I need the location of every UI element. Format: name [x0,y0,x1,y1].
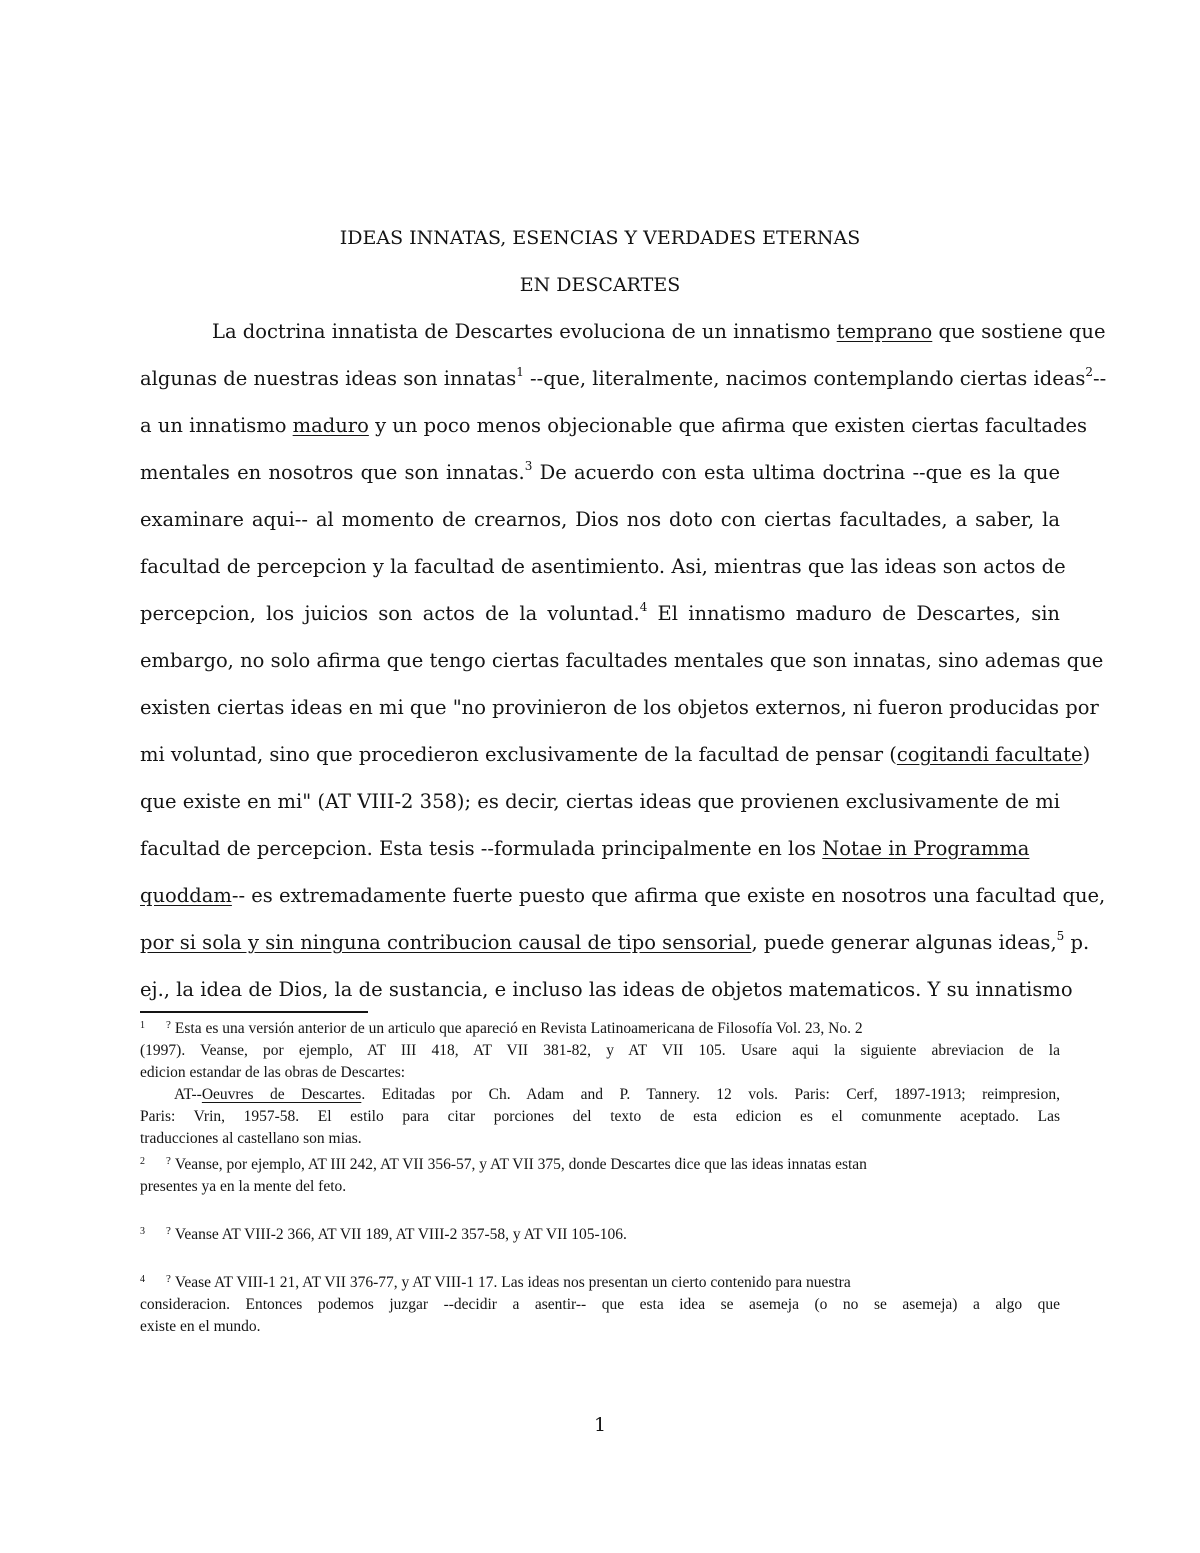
footnote-ref-1[interactable]: 1 [516,364,524,379]
body-line: La doctrina innatista de Descartes evoluciona de un innatismo temprano que sostiene que [212,320,1106,343]
body-line: algunas de nuestras ideas son innatas$^1$ --que, literalmente, nacimos contemplando ciertas ideas$^2$-- [140,364,1107,390]
footnote-4: 4 ? Vease AT VIII-1 21, AT VII 376-77, y AT VIII-1 17. Las ideas nos presentan un cierto contenido para nuestra consideracion. Entonces podemos juzgar --decidir a asentir-- que esta idea se asemeja (o no se asemeja) a algo que existe en el mundo. [140,1272,1060,1338]
body-paragraph [140,308,1107,1013]
underlined-term: maduro [292,414,369,437]
body-line: ej., la idea de Dios, la de sustancia, e incluso las ideas de objetos matematicos. Y su innatismo [140,978,1073,1001]
underlined-term: Oeuvres de Descartes [201,1086,362,1103]
footnote-mark: 3 [140,1226,145,1237]
underlined-term: cogitandi facultate [896,743,1083,766]
underlined-term: Notae in Programma [822,837,1030,860]
body-line: que existe en mi" (AT VIII-2 358); es decir, ciertas ideas que provienen exclusivamente de mi [140,790,1060,813]
body-line: por si sola y sin ninguna contribucion causal de tipo sensorial, puede generar algunas ideas,$^5$ p. [140,928,1090,954]
body-line: quoddam-- es extremadamente fuerte puesto que afirma que existe en nosotros una facultad que, [140,884,1106,907]
body-line: examinare aqui-- al momento de crearnos, Dios nos doto con ciertas facultades, a saber, la [140,508,1060,531]
footnote-3: 3 ? Veanse AT VIII-2 366, AT VII 189, AT VIII-2 357-58, y AT VII 105-106. [140,1224,1060,1246]
footnote-ref-5[interactable]: 5 [1056,928,1065,943]
underlined-term: por si sola y sin ninguna contribucion causal de tipo sensorial [140,931,752,954]
footnote-separator [140,1011,368,1013]
footnote-1: 1 ? Esta es una versión anterior de un articulo que apareció en Revista Latinoamericana de Filosofía Vol. 23, No. 2 (1997). Veanse, por ejemplo, AT III 418, AT VII 381-82, y AT VII 105. Usare aqui la siguiente abreviacion de la edicion estandar de las obras de Descartes: AT--Oeuvres de Descartes. Editadas por Ch. Adam and P. Tannery. 12 vols. Paris: Cerf, 1897-1913; reimpresion, Paris: Vrin, 1957-58. El estilo para citar porciones del texto de esta edicion es el comunmente aceptado. Las traducciones al castellano son mias. [140,1018,1060,1150]
underlined-term: quoddam [140,884,232,907]
body-line: mi voluntad, sino que procedieron exclusivamente de la facultad de pensar (cogitandi facultate) [140,743,1091,766]
body-line: existen ciertas ideas en mi que "no provinieron de los objetos externos, ni fueron producidas por [140,696,1099,719]
title-line-2: EN DESCARTES [519,274,681,296]
body-line: mentales en nosotros que son innatas.$^3$ De acuerdo con esta ultima doctrina --que es la que [140,458,1060,484]
footnote-mark: 2 [140,1156,145,1167]
page-number: 1 [593,1414,607,1436]
footnote-ref-2[interactable]: 2 [1085,364,1094,379]
footnote-mark: 4 [140,1274,145,1285]
body-line: facultad de percepcion y la facultad de asentimiento. Asi, mientras que las ideas son actos de [140,555,1066,578]
underlined-term: temprano [836,320,933,343]
footnote-mark: 1 [140,1020,145,1031]
body-line: a un innatismo maduro y un poco menos objecionable que afirma que existen ciertas facultades [140,414,1088,437]
footnote-ref-4[interactable]: 4 [639,599,648,614]
title-line-1: IDEAS INNATAS, ESENCIAS Y VERDADES ETERNAS [339,227,861,249]
footnote-ref-3[interactable]: 3 [524,458,533,473]
body-line: percepcion, los juicios son actos de la voluntad.$^4$ El innatismo maduro de Descartes, sin [140,599,1060,625]
body-line: facultad de percepcion. Esta tesis --formulada principalmente en los Notae in Programma [140,837,1030,860]
body-line: embargo, no solo afirma que tengo ciertas facultades mentales que son innatas, sino ademas que [140,649,1104,672]
footnote-2: 2 ? Veanse, por ejemplo, AT III 242, AT VII 356-57, y AT VII 375, donde Descartes dice que las ideas innatas estan presentes ya en la mente del feto. [140,1154,1060,1198]
